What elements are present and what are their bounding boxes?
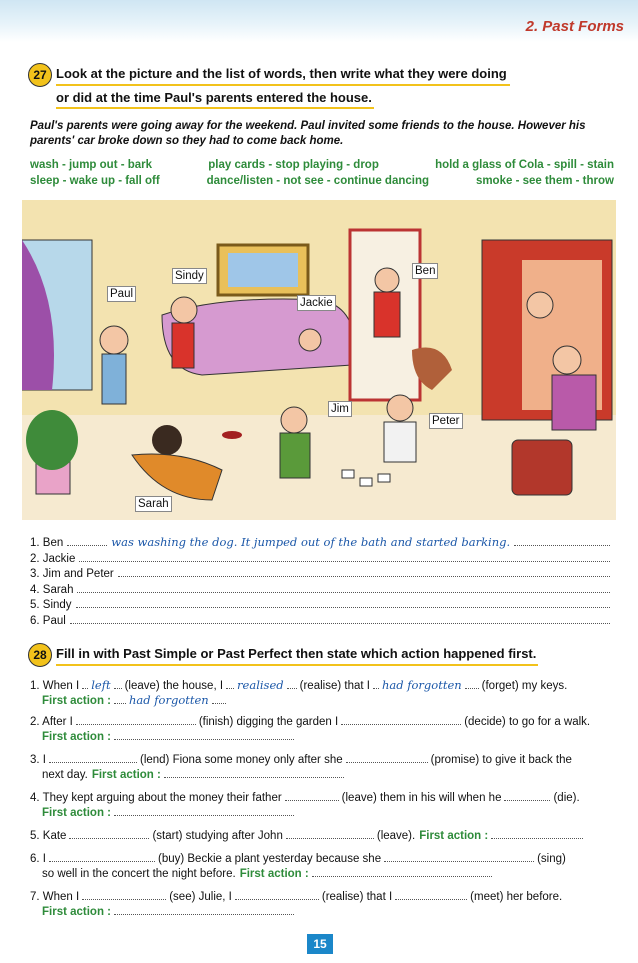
instruction-underline <box>56 664 538 666</box>
answer-blank[interactable] <box>49 752 137 763</box>
illustration-drawing <box>22 200 616 520</box>
question-text: (die). <box>553 792 580 804</box>
exercise-number-badge: 28 <box>28 643 52 667</box>
first-action-blank[interactable] <box>164 767 344 778</box>
answer-row <box>30 565 610 581</box>
word-group: hold a glass of Cola - spill - stain <box>435 159 614 171</box>
answer-row <box>30 534 610 550</box>
question-text: (realise) that I <box>321 891 393 903</box>
word-group: dance/listen - not see - continue dancing <box>206 175 430 187</box>
answer-label: 6. Paul <box>30 614 66 627</box>
answer-blank[interactable] <box>49 851 155 862</box>
answer-label: 2. Jackie <box>30 552 76 565</box>
first-action-label: First action : <box>42 731 112 743</box>
question-text: (leave) them in his will when he <box>341 792 502 804</box>
question-text: 4. They kept arguing about the money their father <box>30 792 282 804</box>
answer-blank[interactable] <box>504 790 550 801</box>
answer-blank[interactable] <box>77 581 610 593</box>
answer-blank[interactable] <box>79 550 610 562</box>
picture-label-jackie: Jackie <box>297 295 336 311</box>
question-text: next day. <box>42 769 88 781</box>
answer-blank[interactable] <box>76 714 196 725</box>
answer-blank[interactable] <box>286 828 374 839</box>
first-action-label: First action : <box>42 906 112 918</box>
word-group: smoke - see them - throw <box>475 175 614 187</box>
answer-blank[interactable] <box>384 851 534 862</box>
answer-blank[interactable] <box>70 612 610 624</box>
question-text: (start) studying after John <box>152 830 283 842</box>
first-action-label: First action : <box>42 807 112 819</box>
answer-row <box>30 581 610 597</box>
answer-label: 5. Sindy <box>30 599 72 611</box>
question-text: 6. I <box>30 853 46 865</box>
answer-row <box>30 612 610 628</box>
answer-text[interactable]: realised <box>237 678 284 692</box>
picture-label-jim: Jim <box>328 401 352 417</box>
question-text: 7. When I <box>30 891 80 903</box>
answer-label: 4. Sarah <box>30 583 74 596</box>
picture-label-sarah: Sarah <box>135 496 172 512</box>
question-2 <box>30 714 610 744</box>
answer-blank[interactable] <box>285 790 339 801</box>
answer-blank[interactable] <box>118 565 610 577</box>
question-text: (see) Julie, I <box>169 891 232 903</box>
first-action-blank[interactable] <box>114 729 294 740</box>
first-action-blank[interactable] <box>312 866 492 877</box>
instruction-underline <box>56 107 374 109</box>
exercise-instruction: Look at the picture and the list of words, then write what they were doing <box>56 66 507 81</box>
first-action-blank[interactable] <box>114 904 294 915</box>
answer-text[interactable]: had forgotten <box>381 678 462 692</box>
first-action-label: First action : <box>42 695 112 707</box>
story-intro: Paul's parents were going away for the weekend. Paul invited some friends to the house. However his parents' car broke down so they had to come back home. <box>30 120 586 147</box>
word-group: sleep - wake up - fall off <box>30 175 160 187</box>
question-1 <box>30 678 610 708</box>
exercise-instruction-cont: or did at the time Paul's parents entered the house. <box>56 90 372 105</box>
question-text: (decide) to go for a walk. <box>464 716 591 728</box>
picture-label-sindy: Sindy <box>172 268 207 284</box>
answer-blank[interactable] <box>514 534 610 546</box>
question-text: 3. I <box>30 754 46 766</box>
first-action-label: First action : <box>239 868 309 880</box>
answer-text[interactable]: was washing the dog. It jumped out of the bath and started barking. <box>111 535 511 549</box>
exercise-instruction: Fill in with Past Simple or Past Perfect then state which action happened first. <box>56 646 537 661</box>
answer-row <box>30 596 610 612</box>
first-action-label: First action : <box>91 769 161 781</box>
question-5 <box>30 828 610 843</box>
picture-label-peter: Peter <box>429 413 463 429</box>
word-list <box>30 157 614 189</box>
question-text: (finish) digging the garden I <box>198 716 339 728</box>
question-text: so well in the concert the night before. <box>42 868 236 880</box>
picture-label-ben: Ben <box>412 263 438 279</box>
question-text: (leave). <box>376 830 416 842</box>
first-action-blank[interactable] <box>114 805 294 816</box>
picture-label-paul: Paul <box>107 286 136 302</box>
first-action-answer[interactable]: had forgotten <box>129 693 209 707</box>
question-4 <box>30 790 610 820</box>
answer-blank[interactable] <box>341 714 461 725</box>
instruction-underline <box>56 84 510 86</box>
question-text: (lend) Fiona some money only after she <box>139 754 343 766</box>
first-action-blank[interactable] <box>491 828 583 839</box>
question-text: (buy) Beckie a plant yesterday because she <box>157 853 382 865</box>
answer-blank[interactable] <box>76 596 610 608</box>
answer-blank[interactable] <box>235 889 319 900</box>
question-6 <box>30 851 610 881</box>
question-text: (realise) that I <box>299 680 370 692</box>
answer-blank[interactable] <box>82 889 166 900</box>
word-group: play cards - stop playing - drop <box>208 159 379 171</box>
question-text: 2. After I <box>30 716 73 728</box>
question-text: (meet) her before. <box>470 891 563 903</box>
answer-row <box>30 550 610 566</box>
party-illustration <box>22 200 616 520</box>
question-text: 1. When I <box>30 680 80 692</box>
answer-blank[interactable] <box>395 889 467 900</box>
answer-blank[interactable] <box>346 752 428 763</box>
answer-label: 1. Ben <box>30 537 64 549</box>
question-7 <box>30 889 610 919</box>
answer-blank[interactable] <box>69 828 149 839</box>
question-text: 5. Kate <box>30 830 67 842</box>
question-text: (promise) to give it back the <box>430 754 572 766</box>
question-text: (sing) <box>537 853 566 865</box>
exercise-number-badge: 27 <box>28 63 52 87</box>
word-group: wash - jump out - bark <box>30 159 153 171</box>
section-title: 2. Past Forms <box>525 18 624 35</box>
answer-label: 3. Jim and Peter <box>30 568 114 580</box>
question-3 <box>30 752 610 782</box>
first-action-label: First action : <box>419 830 489 842</box>
question-text: (forget) my keys. <box>481 680 568 692</box>
page-number: 15 <box>307 934 333 954</box>
answer-lines <box>30 534 610 627</box>
answer-text[interactable]: left <box>91 678 111 692</box>
question-text: (leave) the house, I <box>124 680 224 692</box>
